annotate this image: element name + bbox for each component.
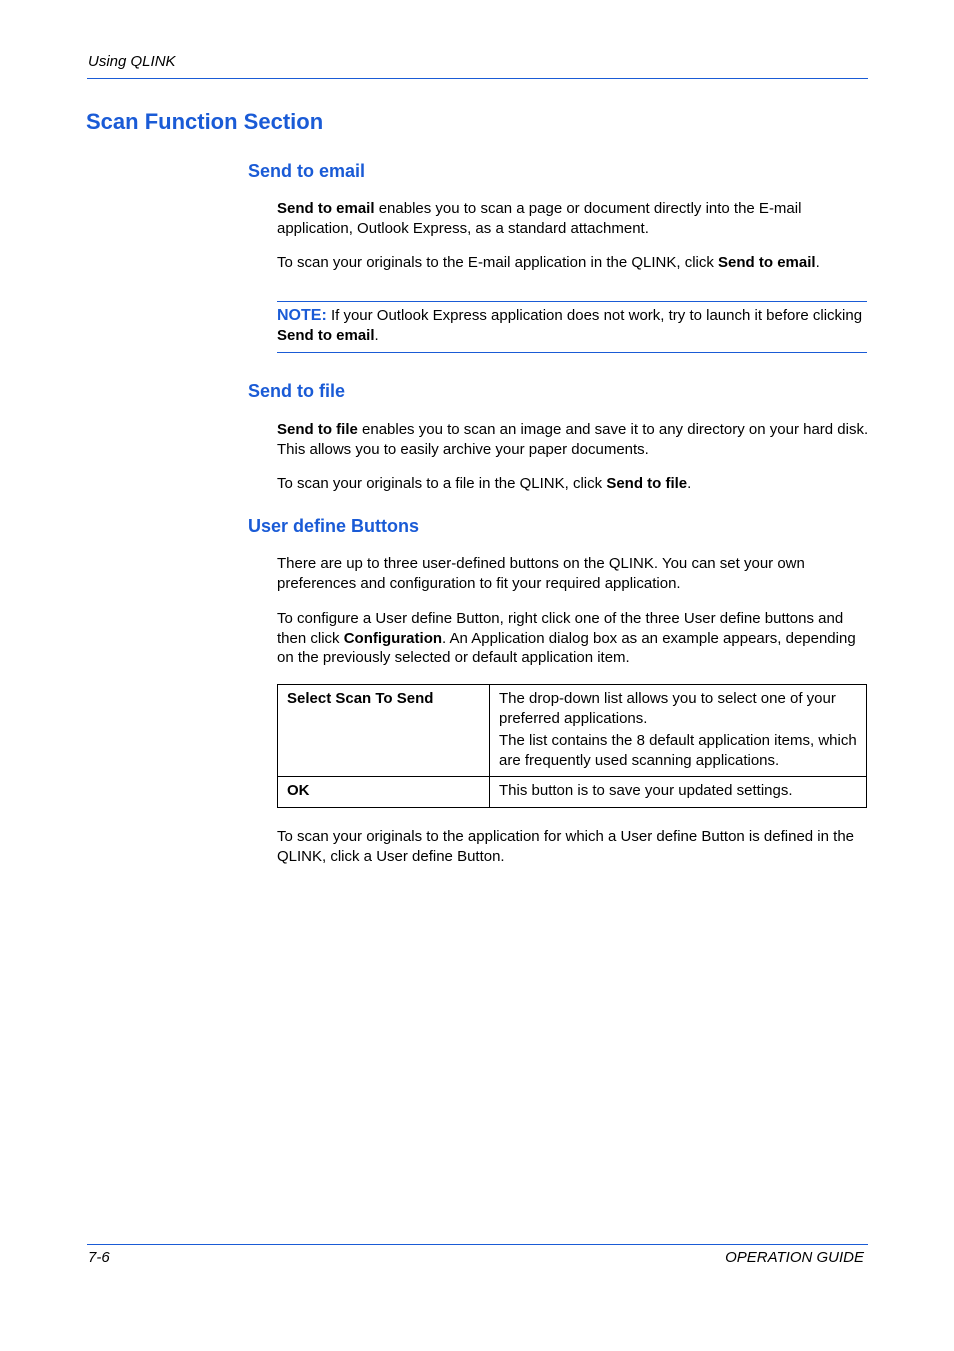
settings-table bbox=[277, 684, 867, 808]
guide-name: OPERATION GUIDE bbox=[725, 1249, 864, 1266]
paragraph-text: enables you to scan a page or document directly into the E-mail application, Outlook Express, as a standard attachment. bbox=[277, 200, 802, 237]
heading-user-define-buttons: User define Buttons bbox=[248, 516, 420, 536]
paragraph-text: enables you to scan an image and save it to any directory on your hard disk. This allows you to easily archive your paper documents. bbox=[277, 421, 869, 458]
note-label: NOTE: bbox=[277, 307, 327, 324]
table-row bbox=[278, 777, 867, 808]
paragraph-send-to-file-howto bbox=[277, 474, 869, 494]
note-body: If your Outlook Express application does not work, try to launch it before clicking bbox=[326, 307, 863, 324]
table-key-cell: Select Scan To Send bbox=[278, 685, 490, 777]
paragraph-text: To scan your originals to the E-mail application in the QLINK, click bbox=[277, 254, 719, 271]
heading-send-to-email: Send to email bbox=[248, 161, 366, 181]
bold-term: Send to email bbox=[277, 327, 375, 344]
table-value-cell bbox=[490, 685, 867, 777]
table-value-cell bbox=[490, 777, 867, 808]
paragraph-send-to-email-intro bbox=[277, 199, 869, 238]
paragraph-user-define-howto: To scan your originals to the application for which a User define Button is defined in the QLINK, click a User define Button. bbox=[277, 828, 855, 865]
paragraph-text: . bbox=[815, 254, 820, 271]
table-value-text: The list contains the 8 default application items, which are frequently used scanning applications. bbox=[499, 732, 857, 769]
bold-term: Send to file bbox=[606, 475, 688, 492]
paragraph-user-define-intro: There are up to three user-defined buttons on the QLINK. You can set your own preferences and configuration to fit your required application. bbox=[277, 555, 805, 592]
bold-term: Send to file bbox=[277, 421, 358, 438]
bold-term: Send to email bbox=[277, 200, 375, 217]
paragraph-text: . An Application dialog box as an example appears, depending on the previously selected or default application item. bbox=[277, 629, 856, 666]
table-value-text: The drop-down list allows you to select one of your preferred applications. bbox=[499, 690, 836, 727]
note-box bbox=[277, 301, 867, 353]
bold-term: Configuration bbox=[343, 629, 443, 647]
heading-send-to-file: Send to file bbox=[248, 381, 346, 401]
paragraph-text: To scan your originals to a file in the QLINK, click bbox=[277, 475, 607, 492]
table-row bbox=[278, 685, 867, 777]
note-body: . bbox=[374, 327, 379, 344]
running-header: Using QLINK bbox=[88, 53, 176, 70]
table-value-text: This button is to save your updated settings. bbox=[499, 782, 793, 799]
paragraph-send-to-email-howto bbox=[277, 253, 869, 273]
footer-rule bbox=[87, 1244, 868, 1245]
paragraph-send-to-file-intro bbox=[277, 420, 869, 459]
page-title: Scan Function Section bbox=[86, 109, 324, 134]
paragraph-text: . bbox=[687, 475, 692, 492]
bold-term: Send to email bbox=[718, 254, 816, 271]
table-key-cell: OK bbox=[278, 777, 490, 808]
paragraph-user-define-configure bbox=[277, 609, 869, 668]
header-rule bbox=[87, 78, 868, 79]
note-text bbox=[277, 306, 867, 346]
page-number: 7-6 bbox=[88, 1249, 110, 1266]
paragraph-text: To configure a User define Button, right click one of the three User define buttons and then click bbox=[277, 610, 844, 647]
